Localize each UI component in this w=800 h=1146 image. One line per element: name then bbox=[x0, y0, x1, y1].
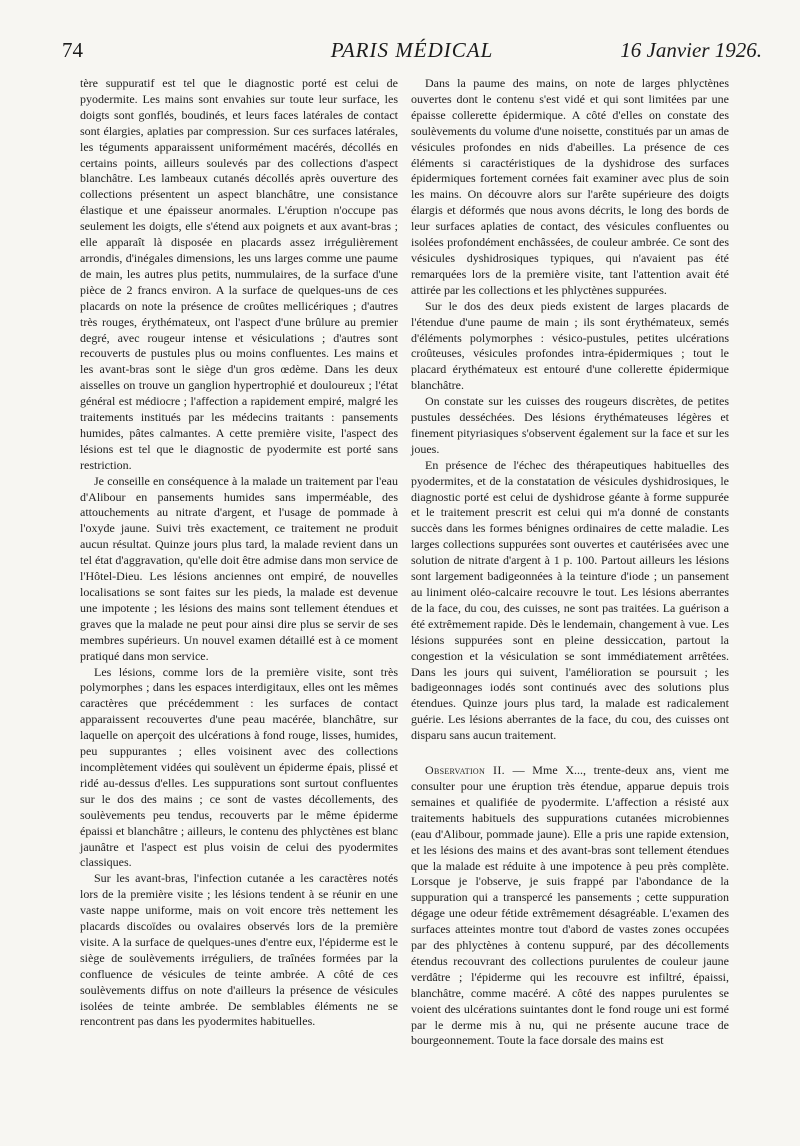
right-column bbox=[411, 76, 729, 1049]
paragraph: En présence de l'échec des thérapeutiques habituelles des pyodermites, et de la constatation de vésicules dyshidrosiques, le diagnostic porté est celui de dyshidrose géante à forme suppurée et le traitement prescrit est celui qui m'a donné de constants succès dans les formes bénignes ordinaires de cette maladie. Les larges collections suppurées sont ouvertes et cautérisées avec une solution de nitrate d'argent à 1 p. 100. Partout ailleurs les lésions sont largement badigeonnées à la teinture d'iode ; un pansement au liniment oléo-calcaire recouvre le tout. Les lésions aberrantes de la face, du cou, des cuisses, ne sont pas traitées. La guérison a été extrêmement rapide. Dès le lendemain, changement à vue. Les lésions suppurées sont en pleine dessiccation, partout la congestion et la vésiculation se sont immédiatement arrêtées. Dans les jours qui suivent, l'amélioration se poursuit ; les badigeonnages iodés sont continués avec des solutions plus étendues. Quinze jours plus tard, la malade est radicalement guérie. Les lésions aberrantes de la face, du cou, des cuisses ont disparu sans aucun traitement. bbox=[411, 457, 729, 743]
observation-paragraph bbox=[411, 763, 729, 1049]
paragraph: Sur le dos des deux pieds existent de larges placards de l'étendue d'une paume de main ; ils sont érythémateux, semés d'éléments polymorphes : vésico-pustules, petites ulcérations croûteuses, vésicules profondes intra-épidermiques ; tout le placard érythémateux est entouré d'une collerette épidermique blanchâtre. bbox=[411, 298, 729, 393]
journal-title: PARIS MÉDICAL bbox=[330, 38, 494, 62]
observation-text: — Mme X..., trente-deux ans, vient me consulter pour une éruption très étendue, apparue depuis trois semaines et qualifiée de pyodermite. L'affection a résisté aux traitements habituels des suppurations cutanées microbiennes (eau d'Alibour, pommade jaune). Elle a pris une rapide extension, et les lésions des mains et des avant-bras sont tellement étendues que la malade est réduite à une impotence à peu près complète. Lorsque je l'observe, je suis frappé par l'abondance de la suppuration qui a transpercé les pansements ; cette suppuration dégage une odeur fétide extrêmement désagréable. L'examen des surfaces atteintes montre tout d'abord de vastes zones occupées par des phlyctènes à contenu suppuré, par des décollements étendus recouvrant des collections purulentes de couleur jaune verdâtre ; l'épiderme qui les recouvre est infiltré, épaissi, blanchâtre, comme macéré. A côté des nappes purulentes se voient des ulcérations suintantes dont le fond rouge uni est formé par le derme mis à nu, qui ne présente aucune trace de bourgeonnement. Toute la face dorsale des mains est bbox=[411, 763, 729, 1048]
left-column bbox=[80, 76, 398, 1030]
paragraph: Je conseille en conséquence à la malade un traitement par l'eau d'Alibour en pansements humides sans imperméable, des attouchements au nitrate d'argent, et l'usage de pommade à l'oxyde jaune. Suivi très exactement, ce traitement ne produit aucun résultat. Quinze jours plus tard, la malade revient dans un tel état d'aggravation, qu'elle doit être admise dans mon service de l'Hôtel-Dieu. Les lésions anciennes ont empiré, de nouvelles localisations se sont faites sur les pieds, la malade est devenue une impotente ; les lésions des mains sont tellement étendues et graves que la malade ne peut pour ainsi dire plus se servir de ses membres supérieurs. Un nouvel examen détaillé est à ce moment pratiqué dans mon service. bbox=[80, 473, 398, 663]
paragraph: Les lésions, comme lors de la première visite, sont très polymorphes ; dans les espaces interdigitaux, elles ont les mêmes caractères que précédemment : les surfaces de contact apparaissent recouvertes d'une peau macérée, blanchâtre, sur laquelle on aperçoit des ulcérations à fond rouge, lisses, humides, peu suppurantes ; elles voisinent avec des collections incomplètement vidées qui soulèvent un épiderme épais, plissé et ridé au-dessus d'elles. Les suppurations sont surtout confluentes sur le dos des mains ; ce sont de vastes décollements, des soulèvements peu tendus, recouverts par le même épiderme épaissi et blanchâtre ; ailleurs, le contenu des phlyctènes est blanc jaunâtre et l'aspect est plus voisin de celui des pyodermites classiques. bbox=[80, 664, 398, 870]
observation-label: Observation II. bbox=[425, 763, 505, 778]
issue-date: 16 Janvier 1926. bbox=[620, 38, 762, 62]
paragraph: Sur les avant-bras, l'infection cutanée a les caractères notés lors de la première visite ; les lésions tendent à se réunir en une vaste nappe uniforme, mais on voit encore très nettement les placards discoïdes ou ovalaires observés lors de la première visite. A la surface de quelques-unes d'entre eux, l'épiderme est le siège de soulèvements irréguliers, de traînées formées par la confluence de vésicules de teinte ambrée. A côté de ces soulèvements diffus on note d'ailleurs la présence de vésicules isolées de teinte ambrée. De semblables éléments ne se rencontrent pas dans les pyodermites habituelles. bbox=[80, 871, 398, 1029]
paragraph: tère suppuratif est tel que le diagnostic porté est celui de pyodermite. Les mains sont envahies sur toute leur surface, les doigts sont gonflés, boudinés, et leurs faces latérales de contact sont élargies, aplaties par compression. Sur ces surfaces latérales, les téguments apparaissent uniformément macérés, décollés en certains points, ailleurs soulevés par des collections d'aspect blanchâtre. Les lambeaux cutanés décollés après ouverture des collections présentent un aspect blanchâtre, une consistance élastique et une épaisseur anormales. L'éruption n'occupe pas seulement les doigts, elle s'étend aux poignets et aux avant-bras ; elle apparaît là disposée en placards assez irrégulièrement arrondis, d'inégales dimensions, les uns larges comme une paume de main, les autres plus petits, nummulaires, de la surface d'une pièce de 2 francs environ. A la surface de quelques-uns de ces placards on note la présence de croûtes mellicériques ; d'autres très rouges, érythémateux, ont l'aspect d'une brûlure au premier degré, avec rougeur intense et vésiculations ; d'autres sont recouverts de pustules plus ou moins confluentes. Les mains et les avant-bras sont le siège d'un gros œdème. Dans les deux aisselles on trouve un ganglion hypertrophié et douloureux ; l'état général est médiocre ; l'affection a rapidement empiré, malgré les traitements institués par les médecins traitants : pansements humides, pâtes calmantes. A cette première visite, l'aspect des lésions est tel que le diagnostic de pyodermite est porté sans restriction. bbox=[80, 76, 398, 472]
page-header bbox=[62, 38, 762, 68]
paragraph: Dans la paume des mains, on note de larges phlyctènes ouvertes dont le contenu s'est vidé et qui sont limitées par une épaisse collerette épidermique. A côté d'elles on constate des soulèvements du volume d'une noisette, constitués par un amas de vésicules profondes en nids d'abeilles. La présence de ces éléments si caractéristiques de la dyshidrose des surfaces épidermiques fortement cornées fait examiner avec plus de soin les mains. On découvre alors sur l'arête supérieure des doigts élargis et déformés que nous avons décrits, le long des bords de leur surfaces aplaties de contact, des vésicules confluentes ou isolées profondément enchâssées, de couleur ambrée. Ce sont des vésicules dyshidrosiques typiques, qui n'avaient pas été remarquées lors de la première visite, tant l'attention avait été attirée par les collections et les phlyctènes suppurées. bbox=[411, 76, 729, 297]
paragraph: On constate sur les cuisses des rougeurs discrètes, de petites pustules desséchées. Des lésions érythémateuses légères et finement pityriasiques s'observent également sur la face et sur les joues. bbox=[411, 394, 729, 456]
page-number: 74 bbox=[62, 38, 83, 62]
